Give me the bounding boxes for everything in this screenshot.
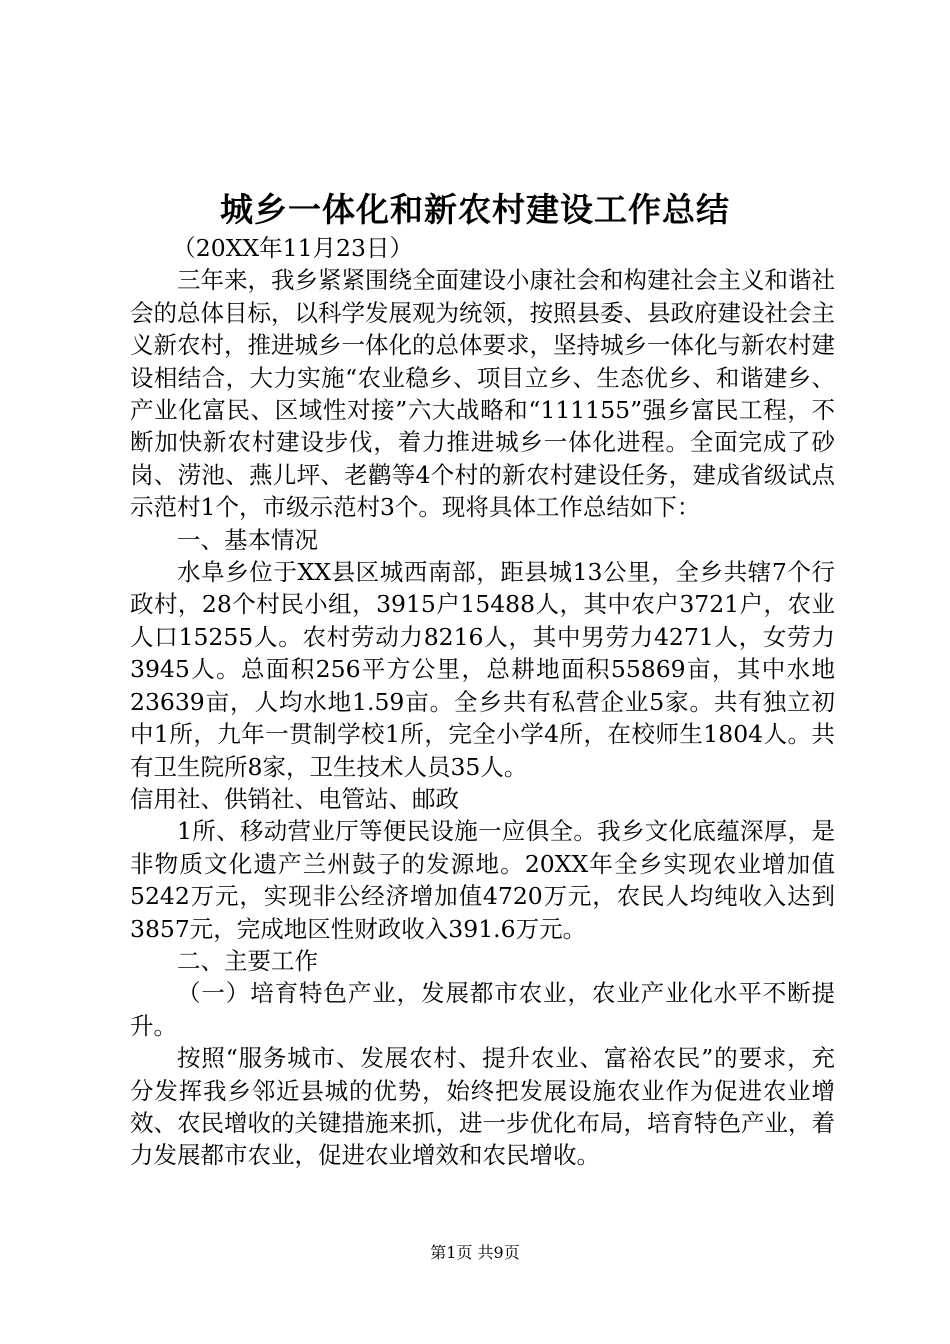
section-heading-basic: 一、基本情况 — [177, 525, 318, 554]
paragraph-facilities-fragment: 信用社、供销社、电管站、邮政 — [130, 784, 459, 813]
paragraph-facilities: 1所、移动营业厅等便民设施一应俱全。我乡文化底蕴深厚，是非物质文化遗产兰州鼓子的发源地。20XX年全乡实现农业增加值5242万元，实现非公经济增加值4720万元，农民人均纯收入达到3857元，完成地区性财政收入391.6万元。 — [130, 817, 835, 943]
document-date: （20XX年11月23日） — [172, 234, 413, 262]
paragraph-agriculture: 按照“服务城市、发展农村、提升农业、富裕农民”的要求，充分发挥我乡邻近县城的优势，始终把发展设施农业作为促进农业增效、农民增收的关键措施来抓，进一步优化布局，培育特色产业，着力发展都市农业，促进农业增效和农民增收。 — [130, 1044, 835, 1170]
section-heading-main-work: 二、主要工作 — [177, 946, 318, 975]
paragraph-intro: 三年来，我乡紧紧围绕全面建设小康社会和构建社会主义和谐社会的总体目标，以科学发展观为统领，按照县委、县政府建设社会主义新农村，推进城乡一体化的总体要求，坚持城乡一体化与新农村建设相结合，大力实施“农业稳乡、项目立乡、生态优乡、和谐建乡、产业化富民、区域性对接”六大战略和“111155”强乡富民工程，不断加快新农村建设步伐，着力推进城乡一体化进程。全面完成了砂岗、涝池、燕儿坪、老鹳等4个村的新农村建设任务，建成省级试点示范村1个，市级示范村3个。现将具体工作总结如下： — [130, 266, 835, 522]
subsection-heading-1: （一）培育特色产业，发展都市农业，农业产业化水平不断提升。 — [130, 979, 835, 1040]
paragraph-basic-info: 水阜乡位于XX县区城西南部，距县城13公里，全乡共辖7个行政村，28个村民小组，3915户15488人，其中农户3721户，农业人口15255人。农村劳动力8216人，其中男劳力4271人，女劳力3945人。总面积256平方公里，总耕地面积55869亩，其中水地23639亩，人均水地1.59亩。全乡共有私营企业5家。共有独立初中1所，九年一贯制学校1所，完全小学4所，在校师生1804人。共有卫生院所8家，卫生技术人员35人。 — [130, 558, 835, 781]
page-footer: 第1页 共9页 — [430, 1243, 520, 1262]
document-body — [130, 232, 835, 1172]
document-title: 城乡一体化和新农村建设工作总结 — [220, 190, 730, 229]
